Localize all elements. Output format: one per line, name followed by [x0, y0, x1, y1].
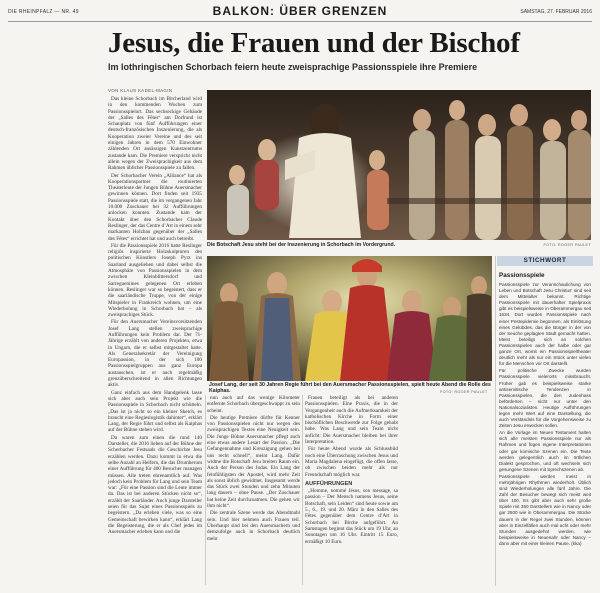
column-divider [205, 395, 206, 585]
paragraph: Die heutige Premiere dürfte für Kenner von Passionsspielen nicht nur wegen des zweisprachigen Textes eine Neuigkeit sein. Die Junge Bühne Auersmacher pflegt auch eine etwas andere Lesart der Passion. „Die Gefangennahme und Kreuzigung gehen bei uns recht schnell“, meint Lang. Dafür widme die Botschaft Jesu breiten Raum ein. Auch der Person des Judas. Ein Lang der feinfühligsten der Apostel, wird mehr Zeit als sonst üblich gewidmet. Insgesamt werde das Stück zwei Stunden und zehn Minuten lang dauern – ohne Pause. „Der Zuschauer hat keine Zeit durchzuatmen. Die gehen wir ihm nicht“. [207, 414, 300, 510]
stichwort-text [499, 282, 591, 547]
stichwort-box [497, 256, 593, 588]
photo-jesus-scene [207, 90, 591, 240]
stichwort-paragraph: An die Vorlage im Neuen Testament halten sich alle meisten Passionsspiele nur als Rahmen und fügen eigene Interpretationen oder gar komische Szenen ein. Die Texte werden gelegentlich auch im örtlichen Dialekt gesprochen, und oft wechseln sich gesungene Szenen mit Sprechszenen ab. [499, 430, 591, 472]
photo-kaiphas-scene-image [207, 256, 492, 381]
photo-credit-1: FOTO: ROGER PAULET [543, 243, 591, 247]
article-subhead: Im lothringischen Schorbach feiern heute zweisprachige Passionsspiele ihre Premiere [108, 62, 478, 72]
paragraph: Da waren zum einen die rund 140 Darsteller, die 2016 lieben auf der Bühne der Schorbacher Festsaals die Geschichte Jesu erzählen werden. Dazu kommt in etwa die selbe Anzahl an Helfern, die das Drumherum einer Aufführung für 400 Besucher managen müssen. Alle treten ehrenamtlich auf. Was jedoch kein Problem für Lang und sein Team war: „Für eine Passion sind die Leute immer da. Das ist bei anderen Stücken nicht so“, erzählt der Saarländer. Auch junge Darsteller seien für das Sujet eines Passionsspiels zu begeistern. „Da erleben viele, was so eine Gemeinschaft bewirken kann“, erklärt Lang die Begeisterung, die er als Chef jedes im Auersmacher erleben kann und die [108, 434, 202, 536]
paragraph: Die zentrale Szene werde das Abendmahl sein. Und hier nehmen auch Frauen teil. Überhaupt sind bei den Auersmachern und demzufolge auch in Schorbach deutlich mehr [207, 510, 300, 542]
stichwort-title: Passionsspiele [499, 272, 545, 279]
newspaper-name: DIE RHEINPFALZ — NR. 49 [8, 9, 79, 15]
page-header [8, 4, 592, 22]
performances-info: „Homme, nommé Jésus, son message, sa passion – Der Mensch namens Jesus, seine Botschaft, sein Leiden“ sind heute sowie am 5., 6., 19. und 20. März in den Salles des Fêtes gegenüber dem Centre d’Art in Schorbach bei Bitche aufgeführt. An Samstagen beginnt das Stück um 19 Uhr, an Sonntagen um 16 Uhr. Eintritt 15 Euro, ermäßigt 10 Euro. [305, 488, 398, 545]
article-byline: VON KLAUS KADEL-MAGIN [108, 88, 173, 93]
paragraph: Für die Passionsspiele 2016 hatte Reslinger religiös inspirierte Holzskulpturen des politischen Künstlers Joseph Pyrz ins Saarland ausgeliehen und dabei selbst die Atmosphäre von Passionsspielen in dem zwischen Kleinblittersdorf und Sarreguemines gelegenen Ort erleben können. Reslinger war so begeistert, dass er die saarländische Truppe, von der einige Mitspieler in Frankreich wohnen, um eine Wiederholung in Schorbach bat – als zweisprachiges Stück. [108, 242, 202, 319]
article-column-1 [108, 96, 202, 586]
paragraph: Für heute Abend wurde als Schlussbild noch eine Überraschung zwischen Jesus und Maria Magdalena eingefügt, die offen lasse, ob zwischen beiden mehr als nur Freundschaft möglich war. [305, 446, 398, 478]
paragraph: Frauen beteiligt als bei anderen Passionsspielen. Eine Praxis, die in der Vergangenheit auch die Aufmerksamkeit der katholischen Kirche in Form einer bischöflichen Beschwerde zur Folge gehabt habe. Was Lang und sein Team nicht anficht: Die Auersmacher bleiben bei ihrer Interpretation. [305, 395, 398, 446]
photo-kaiphas-scene [207, 256, 492, 381]
photo-caption-2: Josef Lang, der seit 30 Jahren Regie führt bei den Auersmacher Passionsspielen, spielt heute Abend die Rolle des Kaiphas. [209, 382, 491, 395]
column-divider [302, 395, 303, 585]
stichwort-label: STICHWORT [497, 256, 593, 266]
article-column-2 [207, 395, 300, 585]
photo-jesus-scene-image [207, 90, 591, 240]
paragraph: Für den Auersmacher Vereinsvorsitzenden Josef Lang stellen zweisprachige Aufführungen kein Problem dar. Der 71-Jährige erzählt von anderen Projekten, etwa in Ungarn, die er selbst mitgestaltet hatte. Als Generalsekretär der Vereinigung Europassion, in der sich 100 Passionsspielgruppen aus ganz Europa austauschen, ist er auch regelmäßig grenzüberschreitend in allen Richtungen aktiv. [108, 319, 202, 389]
issue-date: SAMSTAG, 27. FEBRUAR 2016 [520, 9, 592, 15]
stichwort-paragraph: Für politische Zwecke wurden Passionsspiele vielerorts missbraucht. Früher gab es beispielsweise starke antisemitische Tendenzen in Passionsspielen, die den Judenhass beförderten – nicht nur unter den Nationalsozialisten. Heutige Aufführungen legen mehr Wert auf eine Darstellung, die auch Verständnis für die Vorgehensweise zu Zeiten Jesu erwecken sollen. [499, 368, 591, 429]
article-headline: Jesus, die Frauen und der Bischof [108, 27, 520, 59]
column-divider [495, 256, 496, 586]
photo-caption-1: Die Botschaft Jesu steht bei der Inszenierung in Schorbach im Vordergrund. [207, 242, 396, 248]
section-title: BALKON: ÜBER GRENZEN [212, 4, 388, 18]
paragraph: Ganz einfach aus dem Handgelenk lasse sich aber auch sein Projekt wie die Passionsspiele in Schorbach nicht schütteln. „Das ist ja nicht so ein kleiner Sketch, es braucht eine Regieslogistik dahinter“, erklärt Lang, der Regie führt und selbst als Kaiphas auf der Bühne stehen wird. [108, 389, 202, 434]
photo-credit-2: FOTO: ROGER PAULET [440, 390, 488, 394]
article-column-3 [305, 395, 398, 585]
paragraph: nun auch auf das wenige Kilometer entfernte Schorbach übergeschwappt zu sein scheint. [207, 395, 300, 414]
paragraph: Das kleine Schorbach im Bitcherland wird in den kommenden Wochen zum Passionsspielort. Das sechseckige Gebäude der „Salles des Fêtes“ am Dorfrand ist Schauplatz von fünf Aufführungen einer deutsch-französischen Inszenierung, die als Kooperation zweier Vereine und des seit einigen Jahren in dem 570 Einwohner zählenden Ort ansässigen Kunstzentrums zustande kam. Die Premiere verspricht nicht allein wegen der Zweisprachigkeit aus dem Rahmen üblicher Passionsspiele zu fallen. [108, 96, 202, 172]
stichwort-paragraph: Passionsspiele werden meist in mehrjährigen Rhythmen wiederholt. Üblich sind Wiederholungen alle fünf Jahre. Die Zahl der Besucher bewegt sich meist weit über 100. Es gibt aber auch sehr große Spiele mit 350 Darstellern wie in Nancy oder gar 2500 wie in Oberammergau. Die Stücke dauern in der Regel zwei Stunden, können aber in Einzelfällen auch mal acht oder mehr Stunden ausgedehnt werden, wie beispielsweise in Neuenahr oder Nancy – dann aber mit einer kleinen Pause. (kka) [499, 473, 591, 546]
stichwort-paragraph: Passionsspiele zur Veranschaulichung von Leben und Botschaft Jesu Christus' sind seit dem Mittelalter bekannt. Richtige Passionsspiele mit dauerhafter Spielpraxis gibt es beispielsweise in Oberammergau seit 1634. Dort wurden Passionsspiele nach einer Pestepidemie begonnen, als Einlösung eines Gelübdes, das die Bürger in der von der Seuche geplagten Stadt gemacht hatten. Meist beteiligt sich an solchen Passionsspielen auch der halbe oder gar ganze Ort, womit ein Passionsspieltheater deutlich mehr als nur ein Stück unter vielen für die Menschen vor Ort darstellt. [499, 282, 591, 367]
paragraph: Der Schorbacher Verein „Alliance“ hat als Kooperationspartner die routinierten Theaterleute der Jungen Bühne Auersmacher gewinnen können. Dort finden seit 1935 Passionsspiele statt, die im vergangenen Jahr 10.000 Zuschauer bei 32 Aufführungen anlocken konnten. Zustande kam der Kontakt über den Schorbacher Claude Reslinger, der das Centre d’Art in einem sehr markanten Holzbau gegenüber der „Salles des Fêtes“ errichtet hat und auch betreibt. [108, 172, 202, 242]
performances-heading: AUFFÜHRUNGEN [305, 480, 353, 487]
